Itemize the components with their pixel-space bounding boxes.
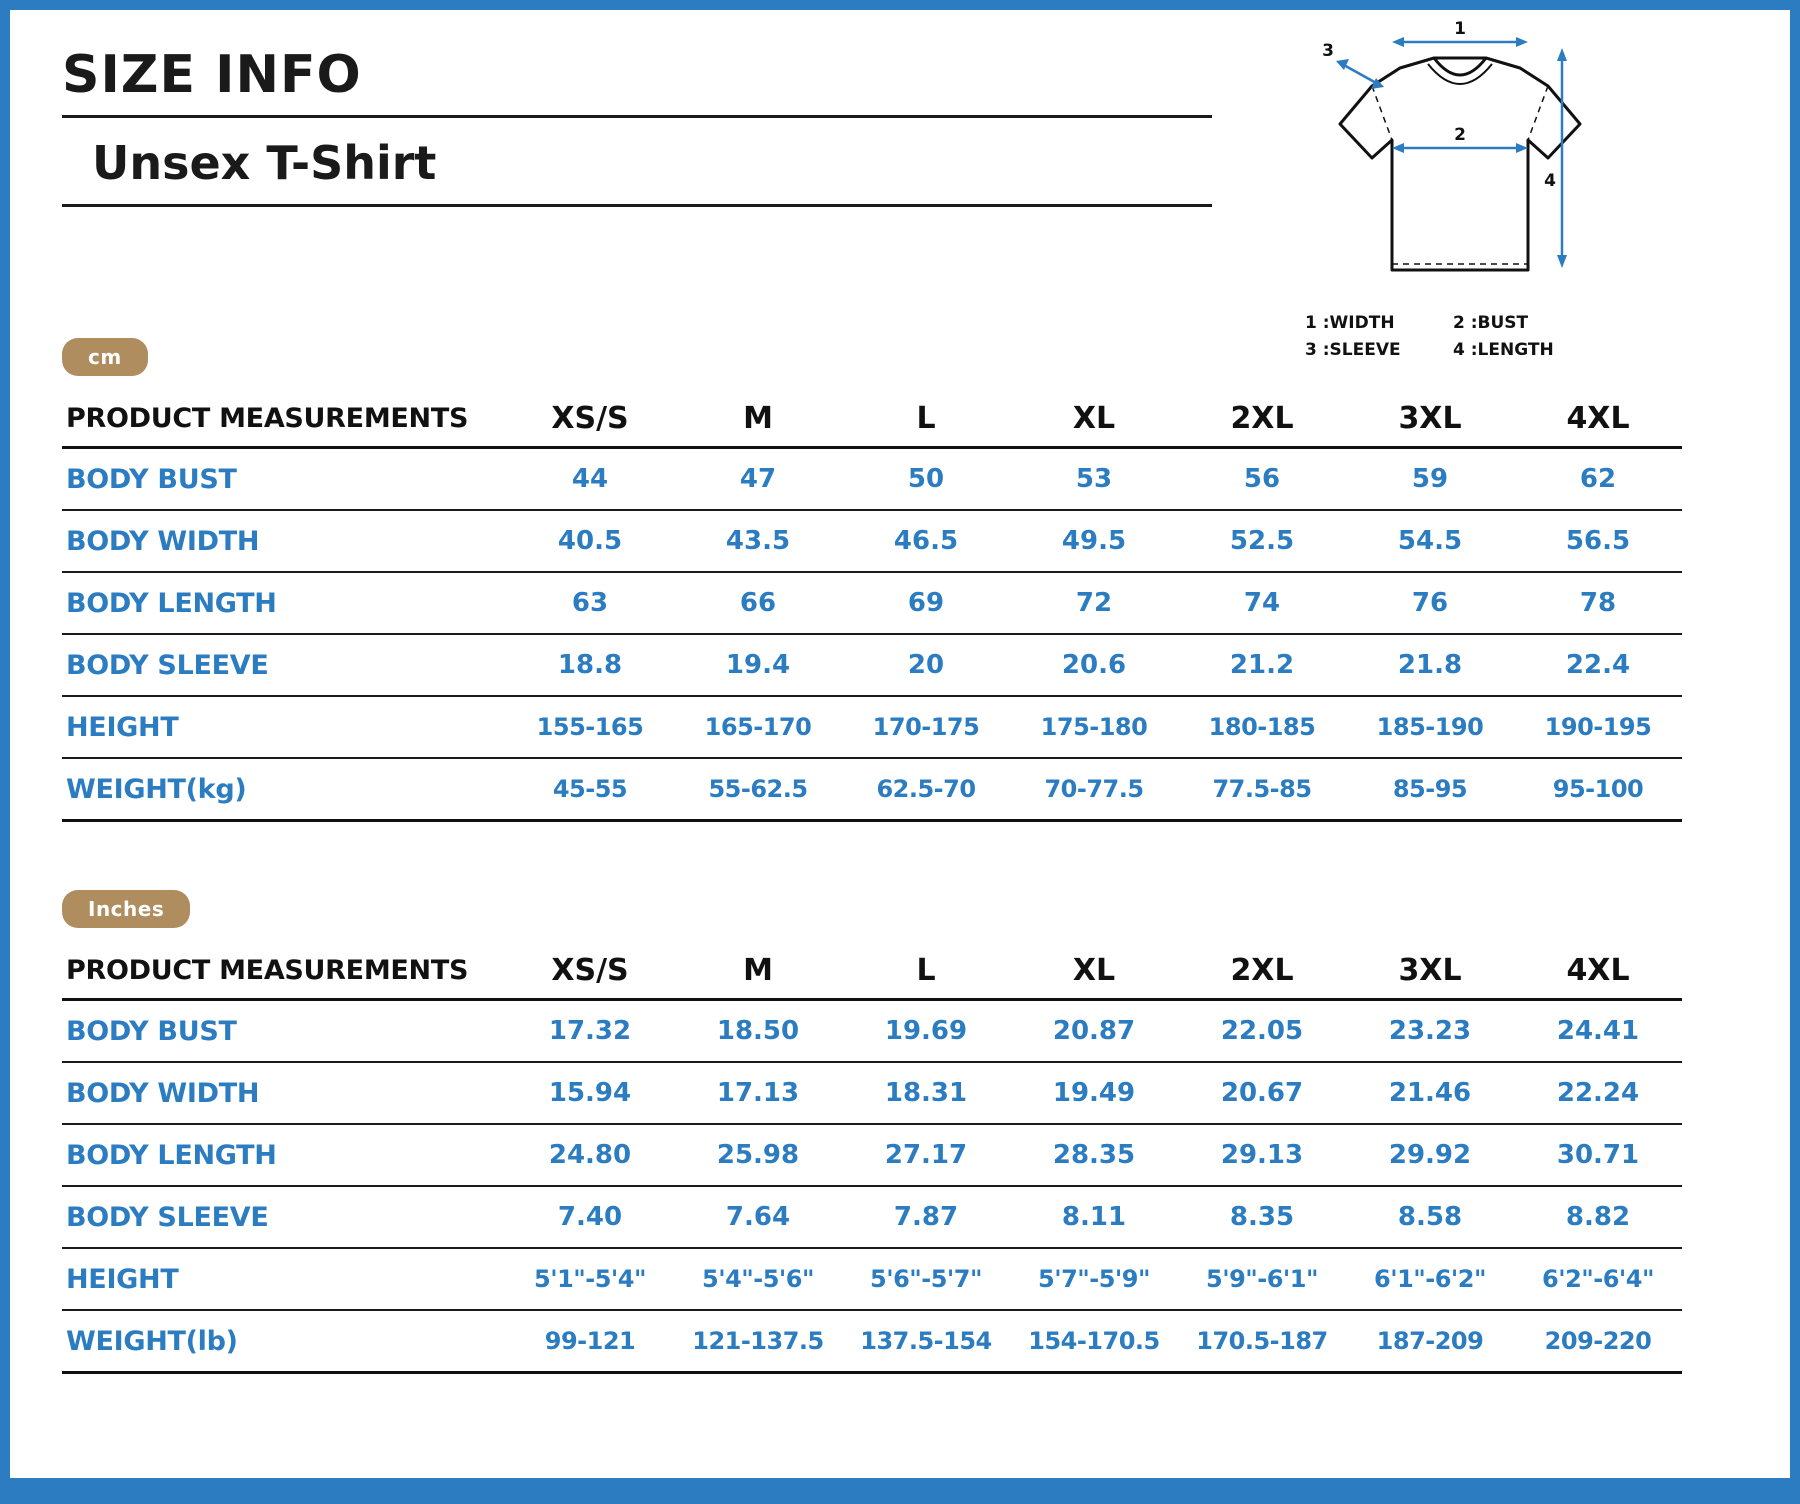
- row-label-body-length: BODY LENGTH: [62, 1124, 506, 1186]
- table-row: [62, 1062, 1682, 1124]
- cell-value: 21.46: [1346, 1062, 1514, 1124]
- cell-value: 175-180: [1010, 696, 1178, 758]
- border-top: [0, 0, 1800, 10]
- cell-value: 15.94: [506, 1062, 674, 1124]
- column-header-m: M: [674, 942, 842, 1000]
- row-label-height: HEIGHT: [62, 1248, 506, 1310]
- cm-table-block: [62, 338, 1682, 822]
- column-header-measurements: PRODUCT MEASUREMENTS: [62, 390, 506, 448]
- legend-item-length: 4 :LENGTH: [1453, 340, 1554, 361]
- cell-value: 5'7"-5'9": [1010, 1248, 1178, 1310]
- cell-value: 18.50: [674, 1000, 842, 1063]
- cell-value: 18.8: [506, 634, 674, 696]
- legend-item-sleeve: 3 :SLEEVE: [1305, 340, 1401, 361]
- table-row: [62, 758, 1682, 821]
- subtitle-divider: [62, 204, 1212, 207]
- page-title: SIZE INFO: [62, 45, 362, 105]
- cell-value: 185-190: [1346, 696, 1514, 758]
- table-row: [62, 510, 1682, 572]
- cell-value: 46.5: [842, 510, 1010, 572]
- cell-value: 170-175: [842, 696, 1010, 758]
- column-header-l: L: [842, 942, 1010, 1000]
- row-label-height: HEIGHT: [62, 696, 506, 758]
- cell-value: 22.05: [1178, 1000, 1346, 1063]
- cell-value: 40.5: [506, 510, 674, 572]
- cell-value: 187-209: [1346, 1310, 1514, 1373]
- cell-value: 5'6"-5'7": [842, 1248, 1010, 1310]
- cell-value: 5'4"-5'6": [674, 1248, 842, 1310]
- cell-value: 22.24: [1514, 1062, 1682, 1124]
- cell-value: 7.40: [506, 1186, 674, 1248]
- cell-value: 8.35: [1178, 1186, 1346, 1248]
- cell-value: 53: [1010, 448, 1178, 511]
- column-header-3xl: 3XL: [1346, 942, 1514, 1000]
- cell-value: 25.98: [674, 1124, 842, 1186]
- marker-2: 2: [1454, 125, 1466, 145]
- cell-value: 74: [1178, 572, 1346, 634]
- column-header-m: M: [674, 390, 842, 448]
- table-header-row: [62, 942, 1682, 1000]
- cell-value: 155-165: [506, 696, 674, 758]
- cell-value: 55-62.5: [674, 758, 842, 821]
- cell-value: 72: [1010, 572, 1178, 634]
- cell-value: 52.5: [1178, 510, 1346, 572]
- cell-value: 69: [842, 572, 1010, 634]
- column-header-3xl: 3XL: [1346, 390, 1514, 448]
- cell-value: 137.5-154: [842, 1310, 1010, 1373]
- unit-badge-cm: cm: [62, 338, 148, 376]
- cell-value: 27.17: [842, 1124, 1010, 1186]
- cell-value: 54.5: [1346, 510, 1514, 572]
- border-bottom: [0, 1478, 1800, 1504]
- table-header-row: [62, 390, 1682, 448]
- cell-value: 18.31: [842, 1062, 1010, 1124]
- row-label-weight-kg: WEIGHT(kg): [62, 758, 506, 821]
- cell-value: 70-77.5: [1010, 758, 1178, 821]
- cell-value: 62: [1514, 448, 1682, 511]
- cell-value: 17.32: [506, 1000, 674, 1063]
- size-table-inches: [62, 942, 1682, 1374]
- cell-value: 85-95: [1346, 758, 1514, 821]
- column-header-xl: XL: [1010, 942, 1178, 1000]
- cell-value: 6'2"-6'4": [1514, 1248, 1682, 1310]
- cell-value: 7.87: [842, 1186, 1010, 1248]
- column-header-xl: XL: [1010, 390, 1178, 448]
- table-row: [62, 1124, 1682, 1186]
- column-header-2xl: 2XL: [1178, 942, 1346, 1000]
- cell-value: 20.6: [1010, 634, 1178, 696]
- unit-badge-inches: Inches: [62, 890, 190, 928]
- cell-value: 59: [1346, 448, 1514, 511]
- cell-value: 50: [842, 448, 1010, 511]
- border-right: [1790, 0, 1800, 1504]
- cell-value: 21.8: [1346, 634, 1514, 696]
- column-header-measurements: PRODUCT MEASUREMENTS: [62, 942, 506, 1000]
- cell-value: 8.58: [1346, 1186, 1514, 1248]
- cell-value: 30.71: [1514, 1124, 1682, 1186]
- cell-value: 49.5: [1010, 510, 1178, 572]
- table-row: [62, 448, 1682, 511]
- row-label-body-sleeve: BODY SLEEVE: [62, 634, 506, 696]
- cell-value: 78: [1514, 572, 1682, 634]
- header: [62, 45, 1212, 207]
- cell-value: 6'1"-6'2": [1346, 1248, 1514, 1310]
- cell-value: 63: [506, 572, 674, 634]
- cell-value: 21.2: [1178, 634, 1346, 696]
- marker-4: 4: [1544, 171, 1556, 191]
- table-row: [62, 1000, 1682, 1063]
- cell-value: 19.4: [674, 634, 842, 696]
- cell-value: 20: [842, 634, 1010, 696]
- table-row: [62, 1186, 1682, 1248]
- cell-value: 44: [506, 448, 674, 511]
- cell-value: 180-185: [1178, 696, 1346, 758]
- cell-value: 76: [1346, 572, 1514, 634]
- cell-value: 17.13: [674, 1062, 842, 1124]
- table-row: [62, 572, 1682, 634]
- cell-value: 121-137.5: [674, 1310, 842, 1373]
- table-row: [62, 634, 1682, 696]
- cell-value: 29.92: [1346, 1124, 1514, 1186]
- table-row: [62, 1248, 1682, 1310]
- row-label-body-bust: BODY BUST: [62, 1000, 506, 1063]
- cell-value: 154-170.5: [1010, 1310, 1178, 1373]
- cell-value: 56.5: [1514, 510, 1682, 572]
- legend-item-bust: 2 :BUST: [1453, 313, 1529, 333]
- column-header-4xl: 4XL: [1514, 942, 1682, 1000]
- cell-value: 24.41: [1514, 1000, 1682, 1063]
- cell-value: 47: [674, 448, 842, 511]
- cell-value: 95-100: [1514, 758, 1682, 821]
- column-header-4xl: 4XL: [1514, 390, 1682, 448]
- cell-value: 43.5: [674, 510, 842, 572]
- row-label-body-sleeve: BODY SLEEVE: [62, 1186, 506, 1248]
- cell-value: 170.5-187: [1178, 1310, 1346, 1373]
- cell-value: 77.5-85: [1178, 758, 1346, 821]
- cell-value: 209-220: [1514, 1310, 1682, 1373]
- cell-value: 56: [1178, 448, 1346, 511]
- column-header-l: L: [842, 390, 1010, 448]
- cell-value: 29.13: [1178, 1124, 1346, 1186]
- size-table-cm: [62, 390, 1682, 822]
- cell-value: 20.67: [1178, 1062, 1346, 1124]
- cell-value: 5'1"-5'4": [506, 1248, 674, 1310]
- cell-value: 19.69: [842, 1000, 1010, 1063]
- cell-value: 99-121: [506, 1310, 674, 1373]
- cell-value: 28.35: [1010, 1124, 1178, 1186]
- table-row: [62, 1310, 1682, 1373]
- column-header-xs-s: XS/S: [506, 390, 674, 448]
- column-header-xs-s: XS/S: [506, 942, 674, 1000]
- cell-value: 24.80: [506, 1124, 674, 1186]
- row-label-body-width: BODY WIDTH: [62, 1062, 506, 1124]
- inches-table-block: [62, 890, 1682, 1374]
- marker-1: 1: [1454, 20, 1466, 39]
- row-label-body-bust: BODY BUST: [62, 448, 506, 511]
- cell-value: 165-170: [674, 696, 842, 758]
- cell-value: 19.49: [1010, 1062, 1178, 1124]
- cell-value: 8.11: [1010, 1186, 1178, 1248]
- page-subtitle: Unsex T-Shirt: [92, 135, 437, 190]
- cell-value: 190-195: [1514, 696, 1682, 758]
- cell-value: 5'9"-6'1": [1178, 1248, 1346, 1310]
- cell-value: 20.87: [1010, 1000, 1178, 1063]
- marker-3: 3: [1322, 41, 1334, 61]
- cell-value: 22.4: [1514, 634, 1682, 696]
- border-left: [0, 0, 10, 1504]
- cell-value: 8.82: [1514, 1186, 1682, 1248]
- column-header-2xl: 2XL: [1178, 390, 1346, 448]
- legend-item-width: 1 :WIDTH: [1305, 313, 1395, 333]
- cell-value: 23.23: [1346, 1000, 1514, 1063]
- row-label-body-width: BODY WIDTH: [62, 510, 506, 572]
- row-label-weight-lb: WEIGHT(lb): [62, 1310, 506, 1373]
- cell-value: 7.64: [674, 1186, 842, 1248]
- tshirt-diagram: [1300, 20, 1620, 320]
- page-content: [10, 10, 1790, 1478]
- row-label-body-length: BODY LENGTH: [62, 572, 506, 634]
- cell-value: 62.5-70: [842, 758, 1010, 821]
- table-row: [62, 696, 1682, 758]
- cell-value: 66: [674, 572, 842, 634]
- cell-value: 45-55: [506, 758, 674, 821]
